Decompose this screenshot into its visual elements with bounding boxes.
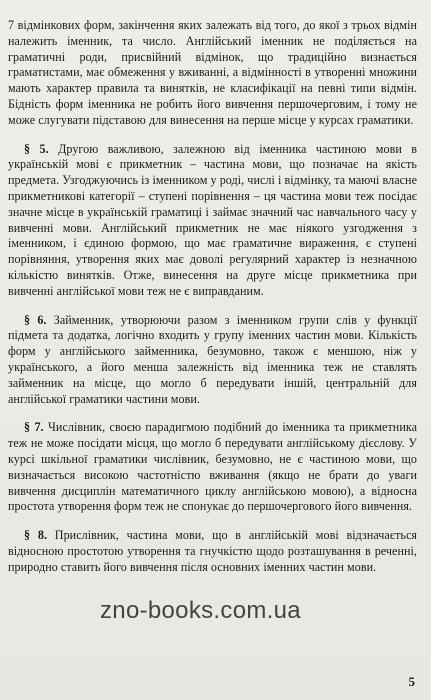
- page-number: 5: [408, 674, 415, 689]
- paragraph-section-5: [8, 142, 417, 300]
- watermark-text: zno-books.com.ua: [100, 597, 301, 624]
- section-6-text: Займенник, утворюючи разом з іменником групи слів у функції підмета та додатка, логічно входить у групу іменних частин мови. Кількість форм у англійського займенника, безумовно, також є меншою, ніж у українського, а його менша залежність від іменника теж не ставлять займенник на місце, що могло б передувати іншій, центральній для англійської граматики частини мови.: [8, 312, 418, 406]
- section-8-number: § 8.: [24, 528, 48, 543]
- paragraph-section-7: [8, 420, 417, 515]
- section-6-number: § 6.: [24, 312, 47, 327]
- section-7-text: Числівник, своєю парадигмою подібний до іменника та прикметника теж не може посідати місця, що могло б передувати англійському дієслову. У курсі шкільної граматики числівник, безумовно, не є частиною мови, що визначається високою частотністю вживання (якщо не брати до уваги вивчення дисциплін математичного циклу англійською мовою), а відносна простота утворення форм теж не спонукає до першочергового його вивчення.: [8, 420, 418, 514]
- section-7-number: § 7.: [24, 420, 44, 435]
- paragraph-section-8: [8, 528, 417, 575]
- paragraph-section-6: [8, 313, 417, 408]
- section-5-text: Другою важливою, залежною від іменника частиною мови в українській мові є прикметник – частина мови, що позначає на якість предмета. Узгоджуючись із іменником у роді, числі і відмінку, та маючі власне прикметникові категорії – ступені порівнення – ця частина мови теж посідає значне місце в українській граматиці і займає значний час навчального часу у вивченні мови. Англійський прикметник не має ніякого узгодження з іменником, і єдиною формою, що має граматичне вираження, є ступені порівняння, утворення яких має доволі регулярний характер із незначною кількістю винятків. Отже, винесення на друге місце прикметника при вивченні англійської мови теж не є виправданим.: [8, 141, 418, 298]
- paragraph-intro: [8, 18, 417, 129]
- section-8-text: Прислівник, частина мови, що в англійській мові відзначається відносною простотою утворення та гнучкістю щодо розташування в реченні, природно ставить його вивчення після основних іменних частин мови.: [8, 528, 418, 574]
- paragraph-intro-text: 7 відмінкових форм, закінчення яких залежать від того, до якої з трьох відмін належить іменник, та число. Англійський іменник не поділяється на граматичні роди, присвійний відмінок, що традиційно визнається граматистами, має обмеження у вживанні, а відмінності в утворенні множини мають характер правила та винятків, не класифікації на певні типи відмін. Бідність форм іменника не робить його вивчення першочерговим, і тому не може слугувати підставою для винесення на перше місце у курсах граматики.: [8, 18, 417, 127]
- section-5-number: § 5.: [24, 141, 49, 156]
